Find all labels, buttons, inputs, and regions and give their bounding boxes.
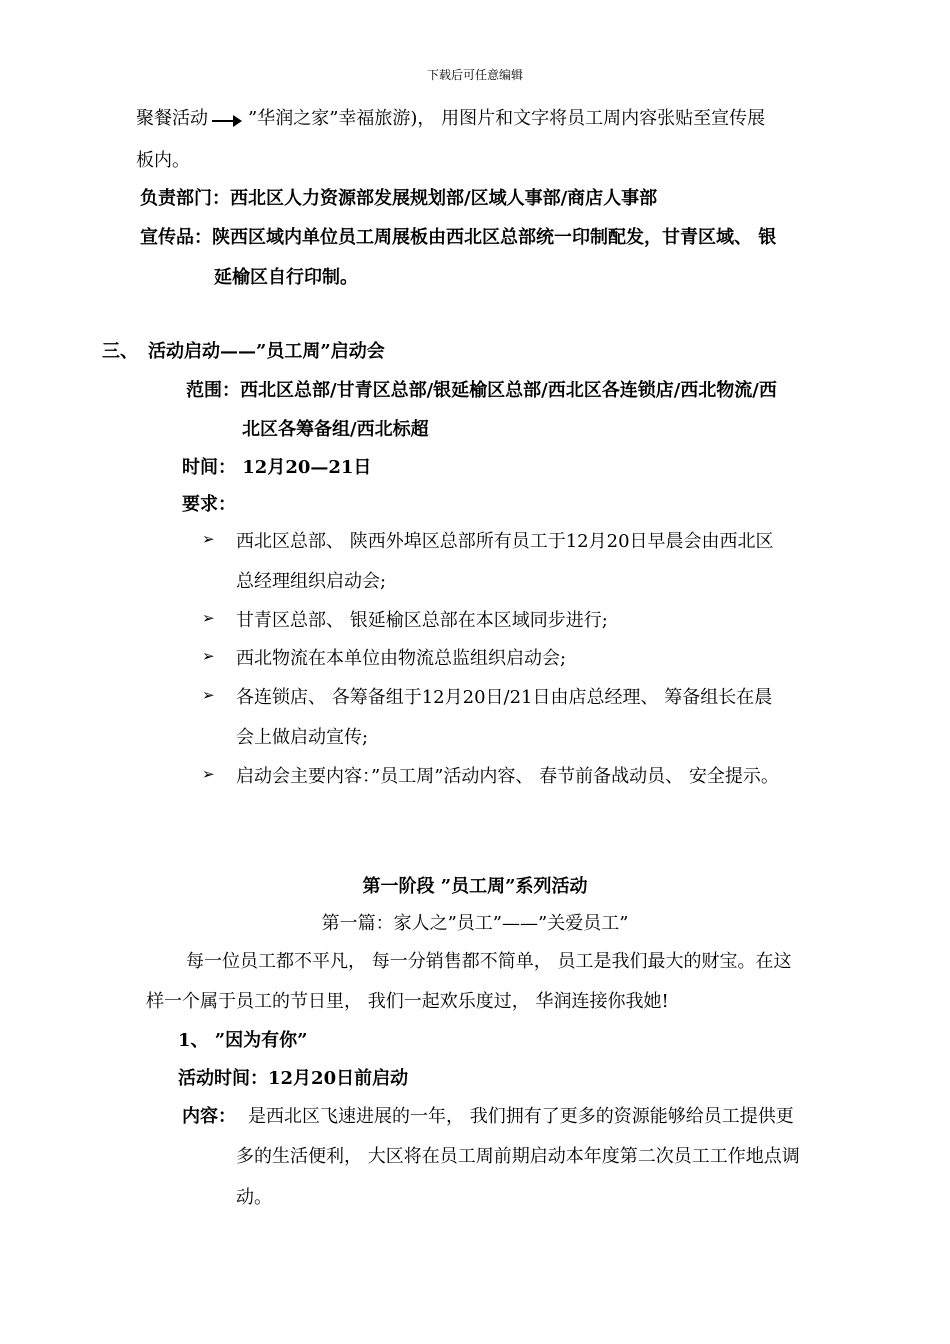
bullet-icon: ➢ [202, 530, 215, 548]
item-1-content-line-3: 动。 [236, 1187, 272, 1208]
phase-title: 第一阶段 ”员工周”系列活动 [362, 876, 588, 897]
item-1-content-line-2: 多的生活便利， 大区将在员工周前期启动本年度第二次员工工作地点调 [236, 1146, 800, 1167]
bullet-4-line-1: 各连锁店、 各筹备组于12月20日/21日由店总经理、 筹备组长在晨 [236, 687, 773, 708]
promo-line-1: 宣传品：陕西区域内单位员工周展板由西北区总部统一印制配发，甘青区域、 银 [140, 227, 777, 248]
intro-text-a: 聚餐活动 [136, 108, 208, 129]
bullet-1-line-1: 西北区总部、 陕西外埠区总部所有员工于12月20日早晨会由西北区 [236, 531, 774, 552]
scope-line-2: 北区各筹备组/西北标超 [242, 419, 429, 440]
section-title: 活动启动——”员工周”启动会 [148, 341, 385, 362]
responsible-dept: 负责部门：西北区人力资源部发展规划部/区域人事部/商店人事部 [140, 188, 658, 209]
time-line: 时间： 12月20—21日 [182, 457, 372, 478]
bullet-1-line-2: 总经理组织启动会; [236, 571, 387, 592]
bullet-icon: ➢ [202, 647, 215, 665]
bullet-3-line-1: 西北物流在本单位由物流总监组织启动会; [236, 648, 567, 669]
bullet-icon: ➢ [202, 609, 215, 627]
section-number: 三、 [102, 341, 138, 362]
bullet-5-line-1: 启动会主要内容：”员工周”活动内容、 春节前备战动员、 安全提示。 [236, 766, 779, 787]
arrow-right-icon [212, 112, 242, 126]
item-1-content-label: 内容： [182, 1106, 236, 1127]
requirements-label: 要求： [182, 494, 236, 515]
promo-line-2: 延榆区自行印制。 [214, 267, 358, 288]
page-header: 下载后可任意编辑 [426, 68, 523, 82]
phase-para-line-2: 样一个属于员工的节日里， 我们一起欢乐度过， 华润连接你我她! [146, 991, 669, 1012]
item-1-time: 活动时间：12月20日前启动 [178, 1068, 409, 1089]
phase-para-line-1: 每一位员工都不平凡， 每一分销售都不简单， 员工是我们最大的财宝。在这 [186, 951, 792, 972]
bullet-4-line-2: 会上做启动宣传; [236, 727, 369, 748]
item-1-title: 1、 ”因为有你” [178, 1030, 308, 1051]
bullet-2-line-1: 甘青区总部、 银延榆区总部在本区域同步进行; [236, 610, 608, 631]
intro-line-2: 板内。 [136, 150, 190, 171]
scope-line-1: 范围：西北区总部/甘青区总部/银延榆区总部/西北区各连锁店/西北物流/西 [186, 380, 777, 401]
intro-line-1 [136, 104, 765, 130]
bullet-icon: ➢ [202, 686, 215, 704]
phase-subtitle: 第一篇：家人之”员工”——”关爱员工” [321, 913, 629, 934]
item-1-content-line-1: 是西北区飞速进展的一年， 我们拥有了更多的资源能够给员工提供更 [248, 1106, 794, 1127]
intro-text-b: ”华润之家”幸福旅游)， 用图片和文字将员工周内容张贴至宣传展 [248, 108, 766, 129]
bullet-icon: ➢ [202, 765, 215, 783]
